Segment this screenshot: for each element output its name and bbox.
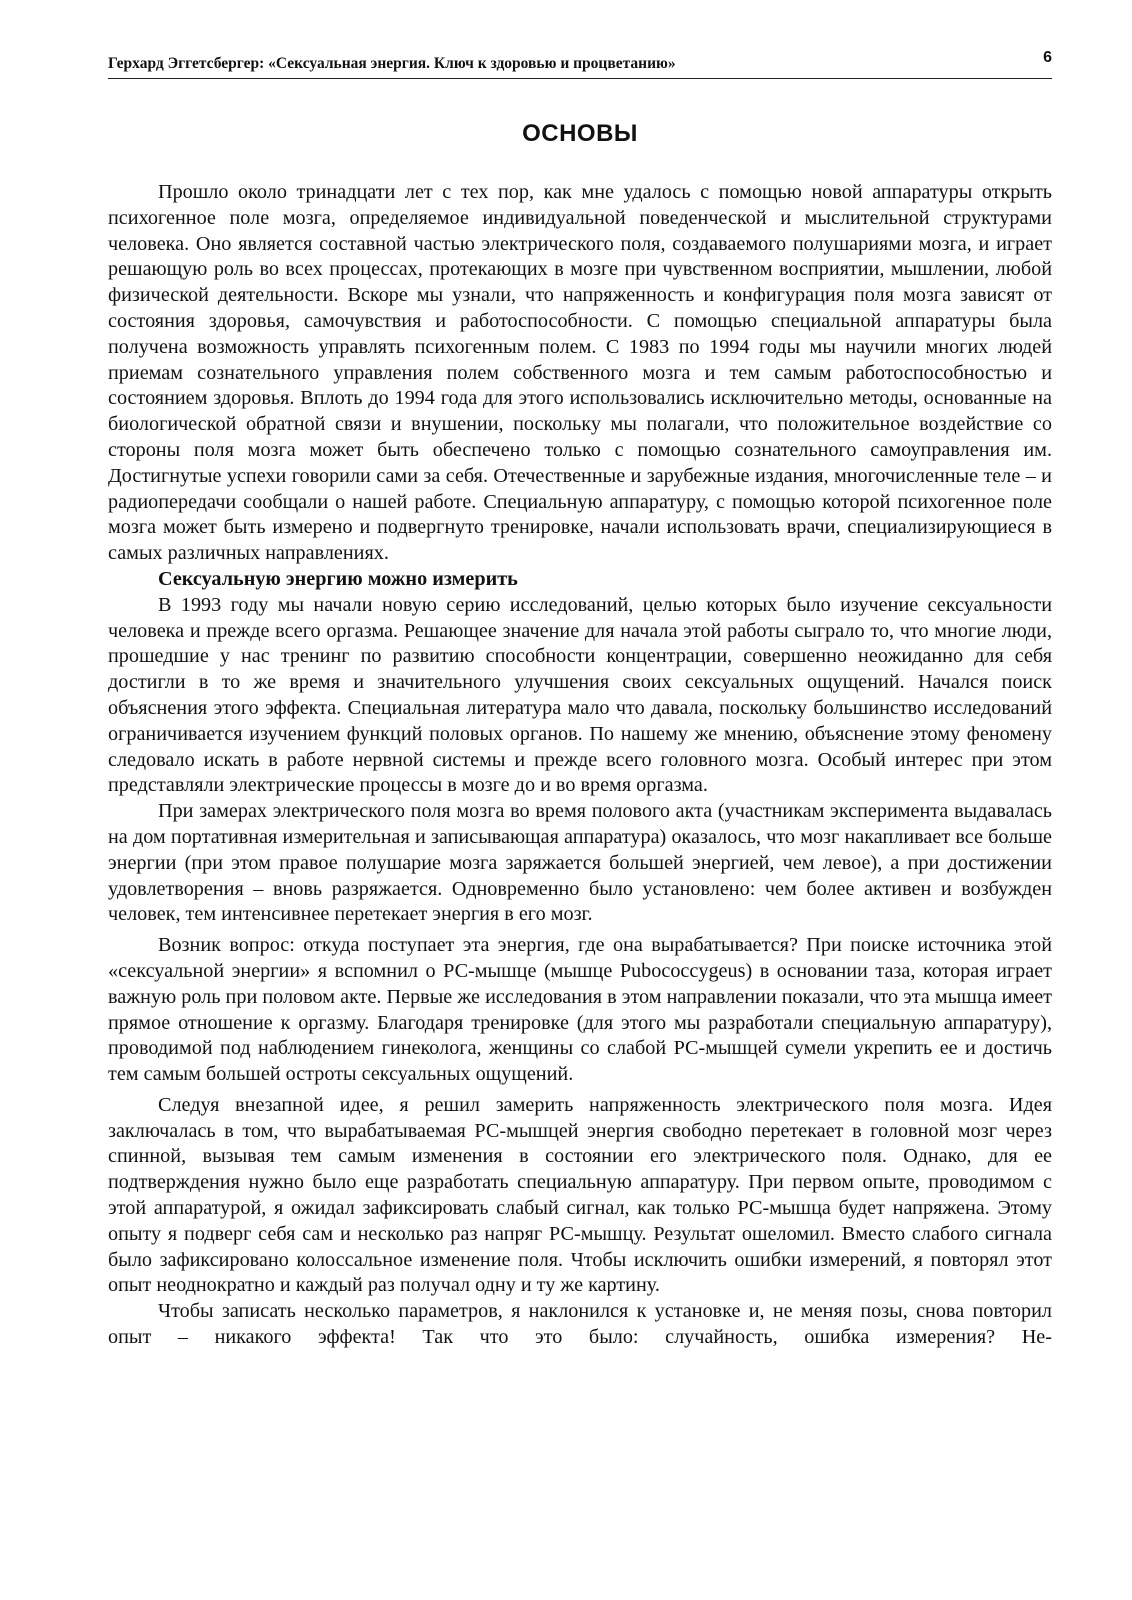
section-subheading: Сексуальную энергию можно измерить: [158, 567, 518, 590]
body-text: [108, 180, 1052, 1351]
paragraph-energy-source: Возник вопрос: откуда поступает эта энергия, где она вырабатывается? При поиске источника этой «сексуальной энергии» я вспомнил о РС-мышце (мышце Pubococcygeus) в основании таза, которая играет важную роль при половом акте. Первые же исследования в этом направлении показали, что эта мышца имеет прямое отношение к оргазму. Благодаря тренировке (для этого мы разработали специальную аппаратуру), проводимой под наблюдением гинеколога, женщины со слабой РС-мышцей сумели укрепить ее и достичь тем самым большей остроты сексуальных ощущений.: [108, 934, 1052, 1086]
paragraph-measurements: При замерах электрического поля мозга во время полового акта (участникам эксперимента выдавалась на дом портативная измерительная и записывающая аппаратура) оказалось, что мозг накапливает все больше энергии (при этом правое полушарие мозга заряжается большей энергией, чем левое), а при достижении удовлетворения – вновь разряжается. Одновременно было установлено: чем более активен и возбужден человек, тем интенсивнее перетекает энергия в его мозг.: [108, 800, 1052, 926]
chapter-title: ОСНОВЫ: [522, 120, 638, 147]
running-header: [108, 49, 1052, 79]
running-title: Герхард Эггетсбергер: «Сексуальная энергия. Ключ к здоровью и процветанию»: [108, 55, 676, 72]
page-number: 6: [1043, 49, 1052, 66]
paragraph-experiment: Следуя внезапной идее, я решил замерить напряженность электрического поля мозга. Идея заключалась в том, что вырабатываемая РС-мышцей энергия свободно перетекает в головной мозг через спинной, вызывая тем самым изменения в состоянии его электрического поля. Однако, для ее подтверждения нужно было еще разработать специальную аппаратуру. При первом опыте, проводимом с этой аппаратурой, я ожидал зафиксировать слабый сигнал, как только РС-мышца будет напряжена. Этому опыту я подверг себя сам и несколько раз напряг РС-мышцу. Результат ошеломил. Вместо слабого сигнала было зафиксировано колоссальное изменение поля. Чтобы исключить ошибки измерений, я повторял этот опыт неоднократно и каждый раз получал одну и ту же картину.: [108, 1093, 1052, 1297]
paragraph-intro: Прошло около тринадцати лет с тех пор, как мне удалось с помощью новой аппаратуры открыть психогенное поле мозга, определяемое индивидуальной поведенческой и мыслительной структурами человека. Оно является составной частью электрического поля, создаваемого полушариями мозга, и играет решающую роль во всех процессах, протекающих в мозге при чувственном восприятии, мышлении, любой физической деятельности. Вскоре мы узнали, что напряженность и конфигурация поля мозга зависят от состояния здоровья, самочувствия и работоспособности. С помощью специальной аппаратуры была получена возможность управлять психогенным полем. С 1983 по 1994 годы мы научили многих людей приемам сознательного управления полем собственного мозга и тем самым работоспособностью и состоянием здоровья. Вплоть до 1994 года для этого использовались исключительно методы, основанные на биологической обратной связи и внушении, поскольку мы полагали, что положительное воздействие со стороны поля мозга может быть обеспечено только с помощью сознательного самоуправления им. Достигнутые успехи говорили сами за себя. Отечественные и зарубежные издания, многочисленные теле – и радиопередачи сообщали о нашей работе. Специальную аппаратуру, с помощью которой психогенное поле мозга может быть измерено и подвергнуто тренировке, начали использовать врачи, специализирующиеся в самых различных направлениях.: [108, 181, 1052, 565]
paragraph-research-1993: В 1993 году мы начали новую серию исследований, целью которых было изучение сексуальности человека и прежде всего оргазма. Решающее значение для начала этой работы сыграло то, что многие люди, прошедшие у нас тренинг по развитию способности концентрации, совершенно неожиданно для себя достигли в то же время и значительного улучшения своих сексуальных ощущений. Начался поиск объяснения этого эффекта. Специальная литература мало что давала, поскольку большинство исследований ограничивается изучением функций половых органов. По нашему же мнению, объяснение этому феномену следовало искать в работе нервной системы и прежде всего головного мозга. Особый интерес при этом представляли электрические процессы в мозге до и во время оргазма.: [108, 593, 1052, 797]
paragraph-repeat-experiment: Чтобы записать несколько параметров, я наклонился к установке и, не меняя позы, снова повторил опыт – никакого эффекта! Так что это было: случайность, ошибка измерения? Не-: [108, 1300, 1052, 1349]
